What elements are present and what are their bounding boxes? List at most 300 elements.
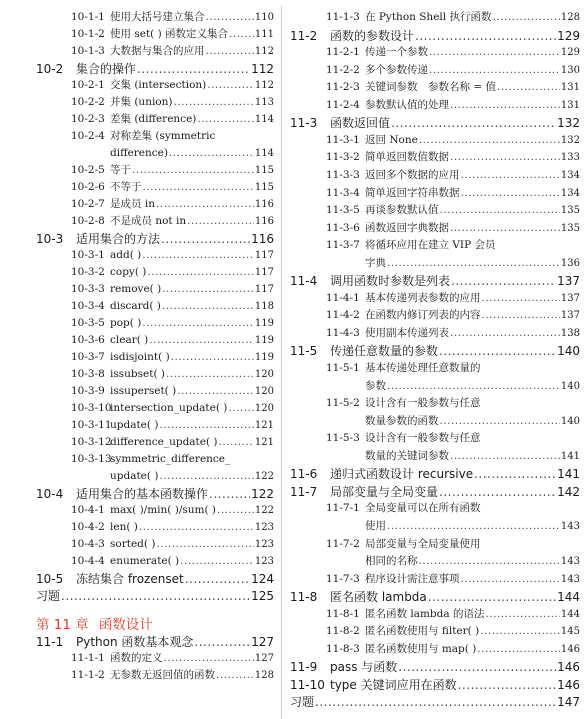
toc-page-number: 147: [557, 695, 580, 710]
toc-title: 匿名函数 lambda: [330, 590, 427, 605]
dot-leader: [132, 165, 254, 176]
toc-subsection[interactable]: [71, 670, 274, 681]
toc-page-number: 125: [251, 589, 274, 603]
toc-num: 11-9: [290, 660, 318, 675]
toc-subsection[interactable]: [71, 284, 274, 295]
toc-num: 11-3-3: [326, 168, 360, 181]
toc-section[interactable]: [290, 117, 580, 129]
toc-title: 简单返回字符串数据: [365, 186, 460, 199]
toc-num: 11-3-6: [326, 221, 360, 234]
toc-title: difference_update( ): [110, 436, 218, 448]
toc-title: 简单返回数值数据: [365, 151, 449, 164]
toc-subsection[interactable]: [71, 131, 274, 142]
toc-num: 11-5: [290, 344, 318, 359]
toc-title: 使用: [365, 519, 386, 532]
toc-title: 习题: [36, 589, 61, 603]
dot-leader: [156, 199, 254, 210]
toc-subsection[interactable]: [71, 318, 274, 329]
toc-subsection[interactable]: [326, 47, 580, 58]
toc-page-number: 114: [254, 148, 274, 159]
toc-subsection[interactable]: [326, 398, 580, 409]
toc-subsection[interactable]: [71, 335, 274, 346]
toc-page-number: 127: [251, 635, 274, 649]
toc-page-number: 140: [560, 380, 580, 392]
dot-leader: [169, 148, 254, 159]
toc-subsection[interactable]: [71, 653, 274, 664]
toc-subsection[interactable]: [326, 416, 580, 427]
toc-title: 冻结集合 frozenset: [76, 572, 184, 586]
toc-subsection[interactable]: [71, 301, 274, 312]
dot-leader: [387, 258, 560, 269]
toc-num: 11-8-2: [326, 625, 360, 638]
toc-page-number: 146: [557, 677, 580, 692]
toc-title: 调用函数时参数是列表: [330, 274, 451, 289]
toc-subsection[interactable]: [326, 170, 580, 181]
toc-title: 基本传递列表参数的应用: [365, 291, 481, 304]
dot-leader: [482, 310, 560, 321]
dot-leader: [450, 152, 560, 163]
toc-num: 10-2-7: [71, 198, 105, 210]
dot-leader: [474, 468, 556, 480]
toc-subsection[interactable]: [326, 223, 580, 234]
toc-subsection[interactable]: [71, 352, 274, 363]
toc-subsection[interactable]: [326, 539, 580, 550]
toc-title: 参数默认值的处理: [365, 98, 449, 111]
toc-num: 11-2-4: [326, 98, 360, 111]
toc-page-number: 135: [560, 205, 580, 217]
toc-subsection[interactable]: [71, 29, 274, 40]
toc-section[interactable]: [290, 468, 580, 480]
toc-title: 局部变量与全局变量使用: [365, 537, 481, 550]
toc-page-number: 122: [254, 505, 274, 516]
toc-subsection[interactable]: [71, 420, 274, 431]
toc-title: add( ): [110, 249, 142, 261]
toc-subsection[interactable]: [71, 182, 274, 193]
chapter-heading[interactable]: [36, 619, 276, 633]
toc-subsection[interactable]: [326, 451, 580, 462]
toc-subsection[interactable]: [71, 556, 274, 567]
toc-title: difference): [110, 147, 168, 159]
toc-title: update( ): [110, 470, 159, 482]
toc-subsection[interactable]: [326, 135, 580, 146]
toc-title: 传递一个参数: [365, 46, 428, 59]
toc-page-number: 146: [560, 643, 580, 655]
dot-leader: [197, 114, 254, 125]
toc-page-number: 146: [557, 660, 580, 675]
toc-subsection[interactable]: [326, 556, 580, 567]
toc-title: 全局变量可以在所有函数: [365, 502, 481, 515]
toc-title: sorted( ): [110, 538, 156, 550]
toc-title: pass 与函数: [330, 660, 398, 675]
toc-title: isdisjoint( ): [110, 351, 170, 363]
toc-num: 11-10: [290, 677, 325, 692]
dot-leader: [216, 670, 254, 681]
toc-subsection[interactable]: [326, 433, 580, 444]
toc-title: 匿名函数使用与 filter( ): [365, 625, 480, 638]
toc-page-number: 140: [557, 344, 580, 359]
toc-title: len( ): [110, 521, 138, 533]
toc-subsection[interactable]: [326, 328, 580, 339]
toc-title: discard( ): [110, 300, 161, 312]
toc-num: 11-5-1: [326, 362, 360, 374]
toc-num: 11-5-3: [326, 432, 360, 445]
toc-num: 10-3-13: [71, 453, 112, 465]
dot-leader: [161, 233, 250, 245]
toc-page-number: 123: [254, 539, 274, 550]
toc-num: 11-7-3: [326, 572, 360, 585]
dot-leader: [143, 182, 254, 193]
dot-leader: [177, 386, 254, 397]
column-divider: [281, 6, 282, 719]
toc-subsection[interactable]: [326, 609, 580, 620]
toc-num: 11-3-4: [326, 186, 360, 199]
toc-page-number: 134: [560, 169, 580, 181]
toc-page-number: 143: [560, 556, 580, 568]
toc-page-number: 113: [254, 97, 274, 108]
dot-leader: [229, 29, 254, 40]
toc-title: 匿名函数使用与 map( ): [365, 642, 477, 655]
toc-page-number: 116: [254, 199, 274, 210]
toc-num: 11-1-2: [71, 669, 105, 681]
toc-num: 11-4-2: [326, 309, 360, 322]
dot-leader: [461, 188, 560, 199]
toc-num: 10-3-10: [71, 402, 112, 414]
toc-page-number: 144: [557, 590, 580, 605]
toc-num: 10-2-3: [71, 113, 105, 125]
toc-title: 适用集合的方法: [76, 232, 161, 246]
dot-leader: [428, 591, 556, 603]
toc-num: 11-8: [290, 590, 318, 605]
toc-title: 设计含有一般参数与任意: [365, 432, 481, 445]
toc-num: 10-3-2: [71, 266, 105, 278]
toc-num: 10-2-2: [71, 96, 105, 108]
toc-title: 大数据与集合的应用: [110, 45, 205, 57]
dot-leader: [185, 573, 250, 585]
dot-leader: [439, 486, 556, 498]
dot-leader: [440, 416, 560, 427]
toc-subsection[interactable]: [326, 188, 580, 199]
toc-num: 10-4-1: [71, 504, 105, 516]
toc-title: 返回多个数据的应用: [365, 168, 460, 181]
toc-num: 10-4: [36, 487, 64, 501]
dot-leader: [485, 609, 559, 620]
toc-title: 不是成员 not in: [110, 215, 187, 227]
toc-num: 11-1: [36, 635, 64, 649]
toc-num: 11-2-2: [326, 63, 360, 76]
toc-page-number: 119: [254, 335, 274, 346]
toc-page-number: 112: [254, 46, 274, 57]
toc-num: 10-3-6: [71, 334, 105, 346]
toc-section[interactable]: [36, 636, 274, 648]
dot-leader: [415, 30, 556, 42]
toc-page-number: 144: [560, 608, 580, 620]
dot-leader: [209, 488, 250, 500]
toc-num: 10-4-3: [71, 538, 105, 550]
toc-section[interactable]: [290, 661, 580, 673]
dot-leader: [461, 170, 560, 181]
toc-subsection[interactable]: [71, 199, 274, 210]
toc-title: 集合的操作: [76, 62, 137, 76]
toc-num: 11-4-1: [326, 291, 360, 304]
toc-title: 函数返回值: [330, 116, 391, 131]
toc-section[interactable]: [290, 591, 580, 603]
toc-page-number: 114: [254, 114, 274, 125]
toc-subsection[interactable]: [71, 267, 274, 278]
toc-title: 使用副本传递列表: [365, 326, 449, 339]
toc-num: 10-1-3: [71, 45, 105, 57]
toc-subsection[interactable]: [71, 539, 274, 550]
toc-num: 11-3-2: [326, 151, 360, 164]
toc-title: 关键词参数 参数名称 = 值: [365, 81, 496, 94]
toc-section[interactable]: [36, 63, 274, 75]
toc-num: 10-4-4: [71, 555, 105, 567]
toc-page-number: 111: [254, 29, 274, 40]
toc-title: 函数返回字典数据: [365, 221, 449, 234]
toc-subsection[interactable]: [326, 12, 580, 23]
toc-subsection[interactable]: [326, 205, 580, 216]
toc-section[interactable]: [290, 345, 580, 357]
toc-page-number: 135: [560, 222, 580, 234]
toc-title: 多个参数传递: [365, 63, 428, 76]
dot-leader: [206, 46, 254, 57]
toc-title: 设计含有一般参数与任意: [365, 397, 481, 410]
toc-num: 10-3-5: [71, 317, 105, 329]
toc-num: 10-1-1: [71, 11, 105, 23]
toc-subsection[interactable]: [326, 644, 580, 655]
toc-num: 11-3-7: [326, 239, 360, 252]
dot-leader: [162, 284, 254, 295]
toc-num: 10-3-8: [71, 368, 105, 380]
toc-subsection[interactable]: [71, 216, 274, 227]
toc-title: max( )/min( )/sum( ): [110, 504, 216, 516]
dot-leader: [387, 521, 560, 532]
toc-title: remove( ): [110, 283, 162, 295]
toc-page-number: 138: [560, 327, 580, 339]
toc-num: 11-1-3: [326, 11, 360, 23]
toc-title: 数量参数的函数: [365, 414, 439, 427]
toc-title: 对称差集 (symmetric: [110, 130, 216, 142]
toc-page-number: 136: [560, 257, 580, 269]
dot-leader: [142, 250, 254, 261]
toc-num: 11-7-1: [326, 502, 360, 515]
toc-subsection[interactable]: [71, 437, 274, 448]
dot-leader: [419, 556, 560, 567]
toc-page-number: 116: [254, 216, 274, 227]
toc-section[interactable]: [290, 275, 580, 287]
toc-page-number: 132: [557, 116, 580, 131]
toc-title: Python 函数基本观念: [76, 635, 194, 649]
dot-leader: [164, 653, 254, 664]
toc-page-number: 115: [254, 165, 274, 176]
dot-leader: [174, 97, 254, 108]
dot-leader: [480, 626, 560, 637]
dot-leader: [217, 505, 254, 516]
dot-leader: [439, 345, 556, 357]
dot-leader: [159, 471, 253, 482]
toc-section[interactable]: [290, 696, 580, 708]
toc-page-number: 115: [254, 182, 274, 193]
dot-leader: [315, 696, 556, 708]
toc-page-number: 141: [557, 467, 580, 482]
toc-subsection[interactable]: [71, 471, 274, 482]
toc-num: 11-7-2: [326, 537, 360, 550]
toc-page-number: 128: [560, 12, 580, 23]
toc-title: 基本传递处理任意数量的: [365, 362, 481, 374]
toc-num: 10-3-1: [71, 249, 105, 261]
toc-num: 11-3-1: [326, 133, 360, 146]
dot-leader: [461, 574, 560, 585]
toc-subsection[interactable]: [71, 46, 274, 57]
toc-subsection[interactable]: [71, 12, 274, 23]
toc-subsection[interactable]: [71, 454, 274, 465]
toc-subsection[interactable]: [326, 152, 580, 163]
toc-title: 无参数无返回值的函数: [110, 669, 215, 681]
toc-subsection[interactable]: [326, 574, 580, 585]
toc-page-number: 120: [254, 386, 274, 397]
toc-page-number: 123: [254, 522, 274, 533]
toc-title: symmetric_difference_: [110, 453, 231, 465]
dot-leader: [450, 100, 560, 111]
toc-subsection[interactable]: [71, 403, 274, 414]
dot-leader: [482, 293, 560, 304]
toc-section[interactable]: [290, 486, 580, 498]
toc-subsection[interactable]: [326, 100, 580, 111]
toc-section[interactable]: [36, 573, 274, 585]
toc-title: 在函数内修订列表的内容: [365, 309, 481, 322]
toc-title: 使用大括号建立集合: [110, 11, 205, 23]
toc-page-number: 120: [254, 403, 274, 414]
toc-subsection[interactable]: [71, 505, 274, 516]
toc-title: 函数的参数设计: [330, 28, 415, 43]
toc-page-number: 127: [254, 653, 274, 664]
toc-num: 11-3: [290, 116, 318, 131]
toc-page-number: 118: [254, 301, 274, 312]
toc-title: 不等于: [110, 181, 142, 193]
dot-leader: [187, 216, 254, 227]
toc-num: 11-5-2: [326, 397, 360, 410]
dot-leader: [137, 63, 250, 75]
dot-leader: [387, 381, 560, 392]
dot-leader: [61, 590, 250, 602]
toc-subsection[interactable]: [326, 258, 580, 269]
toc-subsection[interactable]: [326, 521, 580, 532]
toc-num: 11-3-5: [326, 204, 360, 217]
toc-subsection[interactable]: [71, 386, 274, 397]
toc-page-number: 137: [560, 310, 580, 322]
toc-section[interactable]: [36, 590, 274, 602]
toc-subsection[interactable]: [326, 503, 580, 514]
toc-page-number: 120: [254, 369, 274, 380]
toc-title: 字典: [365, 256, 386, 269]
toc-title: copy( ): [110, 266, 147, 278]
toc-page-number: 128: [254, 670, 274, 681]
toc-title: 习题: [290, 695, 315, 710]
toc-title: 适用集合的基本函数操作: [76, 487, 209, 501]
toc-title: 局部变量与全局变量: [330, 484, 439, 499]
toc-page-number: 117: [254, 284, 274, 295]
dot-leader: [171, 352, 254, 363]
dot-leader: [429, 47, 560, 58]
toc-page-number: 117: [254, 250, 274, 261]
toc-num: 10-4-2: [71, 521, 105, 533]
toc-num: 10-3-3: [71, 283, 105, 295]
toc-title: 是成员 in: [110, 198, 155, 210]
toc-page-number: 112: [251, 62, 274, 76]
toc-page-number: 119: [254, 318, 274, 329]
toc-section[interactable]: [36, 233, 274, 245]
toc-section[interactable]: [290, 30, 580, 42]
toc-title: 匿名函数 lambda 的语法: [365, 607, 485, 620]
toc-page-number: 110: [254, 12, 274, 23]
toc-page-number: 137: [560, 292, 580, 304]
toc-subsection[interactable]: [326, 82, 580, 93]
toc-num: 10-3-4: [71, 300, 105, 312]
dot-leader: [206, 12, 254, 23]
toc-title: 函数设计: [98, 617, 153, 633]
toc-subsection[interactable]: [71, 148, 274, 159]
dot-leader: [440, 205, 560, 216]
toc-title: issubset( ): [110, 368, 165, 380]
toc-num: 10-3-11: [71, 419, 112, 431]
toc-subsection[interactable]: [326, 65, 580, 76]
toc-subsection[interactable]: [326, 626, 580, 637]
toc-subsection[interactable]: [71, 97, 274, 108]
toc-subsection[interactable]: [71, 522, 274, 533]
dot-leader: [228, 403, 254, 414]
toc-num: 10-2-1: [71, 79, 105, 91]
toc-subsection[interactable]: [326, 310, 580, 321]
toc-page-number: 145: [560, 626, 580, 638]
dot-leader: [142, 318, 254, 329]
dot-leader: [458, 679, 556, 691]
dot-leader: [477, 644, 560, 655]
toc-num: 10-5: [36, 572, 64, 586]
toc-page-number: 130: [560, 64, 580, 76]
toc-section[interactable]: [290, 679, 580, 691]
dot-leader: [162, 301, 254, 312]
toc-subsection[interactable]: [326, 381, 580, 392]
dot-leader: [419, 135, 560, 146]
toc-subsection[interactable]: [326, 240, 580, 251]
toc-subsection[interactable]: [71, 250, 274, 261]
toc-subsection[interactable]: [326, 363, 580, 374]
toc-subsection[interactable]: [71, 165, 274, 176]
toc-subsection[interactable]: [326, 293, 580, 304]
toc-title: 等于: [110, 164, 131, 176]
toc-page-number: 119: [254, 352, 274, 363]
toc-num: 11-8-1: [326, 607, 360, 620]
toc-section[interactable]: [36, 488, 274, 500]
toc-num: 10-2-5: [71, 164, 105, 176]
toc-num: 11-8-3: [326, 642, 360, 655]
toc-page-number: 122: [251, 487, 274, 501]
toc-page-number: 131: [560, 82, 580, 94]
toc-subsection[interactable]: [71, 114, 274, 125]
toc-page-number: 123: [254, 556, 274, 567]
dot-leader: [450, 328, 560, 339]
toc-num: 11-4-3: [326, 326, 360, 339]
dot-leader: [166, 369, 254, 380]
dot-leader: [451, 275, 556, 287]
toc-subsection[interactable]: [71, 369, 274, 380]
toc-page-number: 129: [557, 28, 580, 43]
toc-title: clear( ): [110, 334, 149, 346]
dot-leader: [450, 451, 560, 462]
toc-subsection[interactable]: [71, 80, 274, 91]
toc-title: issuperset( ): [110, 385, 177, 397]
toc-title: enumerate( ): [110, 555, 180, 567]
toc-num: 10-2-8: [71, 215, 105, 227]
